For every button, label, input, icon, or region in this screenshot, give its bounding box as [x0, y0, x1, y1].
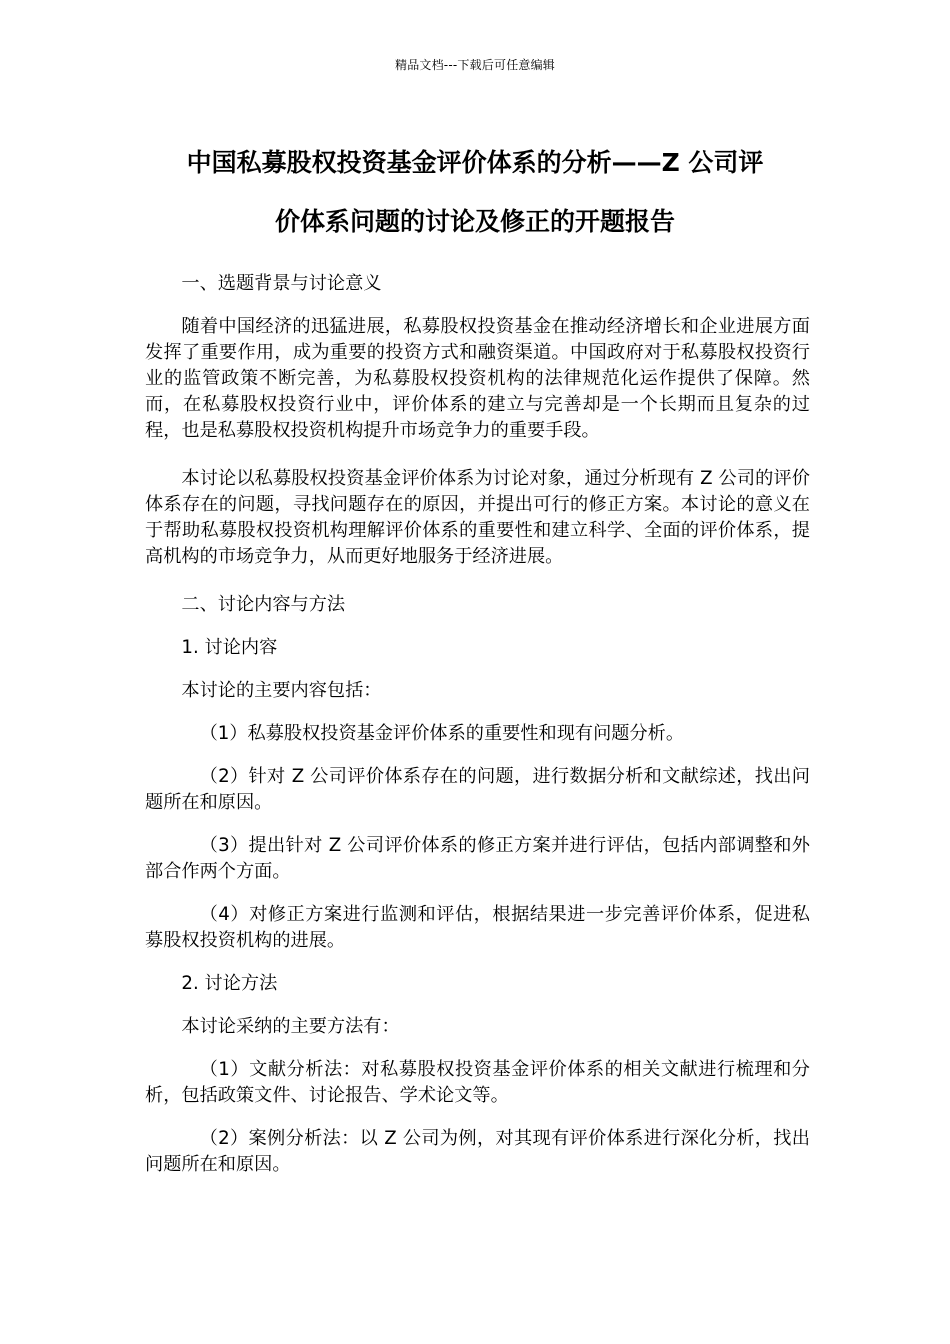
document-title — [120, 133, 830, 251]
paragraph-background: 随着中国经济的迅猛进展，私募股权投资基金在推动经济增长和企业进展方面发挥了重要作用，成为重要的投资方式和融资渠道。中国政府对于私募股权投资行业的监管政策不断完善，为私募股权投资机构的法律规范化运作提供了保障。然而，在私募股权投资行业中，评价体系的建立与完善却是一个长期而且复杂的过程，也是私募股权投资机构提升市场竞争力的重要手段。 — [145, 316, 810, 441]
paragraph-significance: 本讨论以私募股权投资基金评价体系为讨论对象，通过分析现有 Z 公司的评价体系存在的问题，寻找问题存在的原因，并提出可行的修正方案。本讨论的意义在于帮助私募股权投资机构理解评价体系的重要性和建立科学、全面的评价体系，提高机构的市场竞争力，从而更好地服务于经济进展。 — [145, 468, 810, 567]
section-heading-background: 一、选题背景与讨论意义 — [181, 273, 382, 294]
document-title-line-1: 中国私募股权投资基金评价体系的分析——Z 公司评 — [186, 148, 764, 177]
content-item-2: （2）针对 Z 公司评价体系存在的问题，进行数据分析和文献综述，找出问题所在和原因。 — [145, 766, 810, 813]
section-heading-content-methods: 二、讨论内容与方法 — [181, 594, 346, 615]
method-item-1: （1）文献分析法：对私募股权投资基金评价体系的相关文献进行梳理和分析，包括政策文件、讨论报告、学术论文等。 — [145, 1059, 810, 1106]
subsection-heading-content: 1. 讨论内容 — [181, 637, 278, 658]
content-item-3: （3）提出针对 Z 公司评价体系的修正方案并进行评估，包括内部调整和外部合作两个方面。 — [145, 835, 810, 882]
method-item-2: （2）案例分析法：以 Z 公司为例，对其现有评价体系进行深化分析，找出问题所在和原因。 — [145, 1128, 810, 1175]
content-intro: 本讨论的主要内容包括： — [181, 680, 382, 701]
content-item-1: （1）私募股权投资基金评价体系的重要性和现有问题分析。 — [199, 723, 685, 744]
document-body — [145, 271, 810, 1178]
document-title-line-2: 价体系问题的讨论及修正的开题报告 — [274, 207, 675, 236]
methods-intro: 本讨论采纳的主要方法有： — [181, 1016, 400, 1037]
page-header: 精品文档---下载后可任意编辑 — [395, 58, 555, 72]
content-item-4: （4）对修正方案进行监测和评估，根据结果进一步完善评价体系，促进私募股权投资机构的进展。 — [145, 904, 810, 951]
subsection-heading-methods: 2. 讨论方法 — [181, 973, 278, 994]
